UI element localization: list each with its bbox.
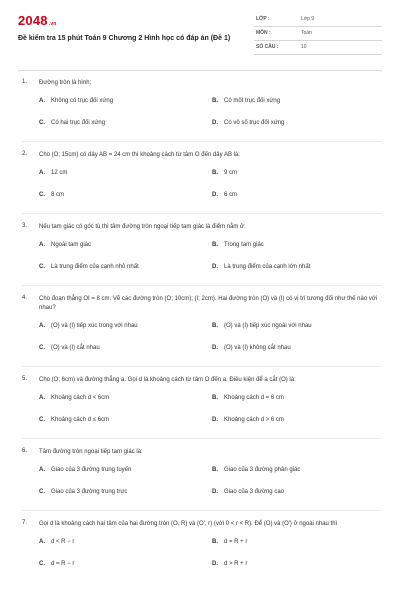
option-letter: C. [39,561,45,567]
option-text: d = R + r [224,539,248,545]
options-row [22,322,382,344]
options-row [22,191,382,213]
option-letter: D. [212,489,218,495]
options-row [22,97,382,119]
option-letter: B. [212,467,218,473]
answer-options [22,322,382,366]
page-title: Đề kiểm tra 15 phút Toán 9 Chương 2 Hình học có đáp án (Đề 1) [18,35,231,42]
option-text: 12 cm [51,170,68,176]
question-separator [22,438,382,439]
answer-option-c[interactable] [39,191,64,199]
option-text: Không có trục đối xứng [51,98,114,104]
answer-options [22,241,382,285]
options-row [22,466,382,488]
answer-option-d[interactable] [212,263,310,271]
question-7 [22,520,382,582]
option-text: (O) và (I) tiếp xúc trong với nhau [51,323,138,329]
options-row [22,241,382,263]
option-letter: D. [212,561,218,567]
option-letter: D. [212,264,218,270]
question-text: Gọi d là khoảng cách hai tâm của hai đường tròn (O, R) và (O', r) (với 0 < r < R). Để (O) và (O') ở ngoài nhau thì [39,521,338,527]
answer-options [22,169,382,213]
answer-option-a[interactable] [39,241,91,249]
answer-option-b[interactable] [212,322,312,330]
meta-row-subject [254,27,382,41]
meta-row-class [254,13,382,27]
meta-label: SỐ CÂU : [256,44,279,50]
option-text: Khoảng cách d < 6cm [51,395,110,401]
option-text: Trong tam giác [224,242,264,248]
answer-option-c[interactable] [39,119,105,127]
option-letter: B. [212,539,218,545]
options-row [22,560,382,582]
option-letter: A. [39,395,45,401]
question-separator [22,213,382,214]
answer-option-d[interactable] [212,560,247,568]
options-row [22,488,382,510]
option-letter: B. [212,323,218,329]
answer-options [22,97,382,141]
option-letter: B. [212,98,218,104]
option-letter: D. [212,417,218,423]
option-text: d = R − r [51,561,75,567]
options-row [22,538,382,560]
question-number: 4. [22,295,28,301]
option-text: d > R + r [224,561,248,567]
question-number: 5. [22,376,28,382]
question-text: Cho (O; 6cm) và đường thẳng a. Gọi d là khoảng cách từ tâm O đến a. Điều kiện để a cắt (O) là: [39,377,296,383]
option-letter: C. [39,345,45,351]
question-2 [22,151,382,213]
site-logo[interactable] [18,13,57,28]
answer-option-c[interactable] [39,560,74,568]
logo-tld: .vn [48,21,57,27]
option-text: 9 cm [224,170,238,176]
option-text: Ngoài tam giác [51,242,92,248]
question-text: Đường tròn là hình: [39,80,92,86]
meta-row-count [254,41,382,55]
answer-option-a[interactable] [39,466,131,474]
question-text: Nếu tam giác có góc tù thì tâm đường tròn ngoại tiếp tam giác là điểm nằm ở: [39,224,246,230]
question-separator [22,510,382,511]
question-number: 7. [22,520,28,526]
question-6 [22,448,382,510]
option-letter: D. [212,120,218,126]
option-text: Giao của 3 đường cao [224,489,284,495]
question-list [22,79,382,582]
option-text: 8 cm [51,192,65,198]
question-number: 1. [22,79,28,85]
option-letter: D. [212,345,218,351]
answer-option-d[interactable] [212,344,291,352]
option-letter: B. [212,242,218,248]
answer-option-a[interactable] [39,538,74,546]
options-row [22,263,382,285]
meta-label: LỚP : [256,16,270,22]
answer-option-b[interactable] [212,169,237,177]
option-text: Có hai trục đối xứng [51,120,106,126]
meta-value: Lớp 9 [301,16,315,22]
option-letter: A. [39,242,45,248]
option-text: Là trung điểm của cạnh lớn nhất [224,264,311,270]
option-letter: B. [212,395,218,401]
option-letter: C. [39,120,45,126]
answer-option-c[interactable] [39,416,109,424]
answer-option-b[interactable] [212,241,264,249]
exam-meta [254,13,382,55]
option-text: Giao của 3 đường trung tuyến [51,467,132,473]
question-text: Tâm đường tròn ngoại tiếp tam giác là: [39,449,143,455]
option-text: (O) và (I) tiếp xúc ngoài với nhau [224,323,312,329]
options-row [22,416,382,438]
option-text: Khoảng cách d ≤ 6cm [51,417,109,423]
header-divider [18,70,382,71]
question-separator [22,285,382,286]
question-5 [22,376,382,438]
answer-option-b[interactable] [212,97,280,105]
meta-value: Toán [301,30,312,36]
answer-option-a[interactable] [39,169,67,177]
answer-option-d[interactable] [212,416,284,424]
option-text: Khoảng cách d > 6 cm [224,417,284,423]
meta-label: MÔN : [256,30,271,36]
option-letter: A. [39,323,45,329]
option-letter: A. [39,170,45,176]
answer-option-d[interactable] [212,191,237,199]
question-4 [22,295,382,366]
answer-option-c[interactable] [39,488,127,496]
option-letter: A. [39,539,45,545]
question-number: 6. [22,448,28,454]
question-number: 2. [22,151,28,157]
option-letter: A. [39,98,45,104]
option-letter: D. [212,192,218,198]
option-text: Khoảng cách d = 6 cm [224,395,284,401]
option-text: Là trung điểm của cạnh nhỏ nhất [51,264,139,270]
options-row [22,119,382,141]
option-text: (O) và (I) không cắt nhau [224,345,291,351]
logo-main: 2048 [18,13,48,28]
answer-options [22,538,382,582]
answer-option-a[interactable] [39,322,138,330]
option-text: Giao của 3 đường trung trực [51,489,128,495]
option-text: Có vô số trục đối xứng [224,120,285,126]
answer-option-a[interactable] [39,394,109,402]
question-number: 3. [22,223,28,229]
option-letter: C. [39,192,45,198]
answer-option-d[interactable] [212,119,284,127]
option-letter: C. [39,264,45,270]
options-row [22,394,382,416]
answer-options [22,466,382,510]
question-text: Cho đoạn thẳng OI = 8 cm. Vẽ các đường tròn (O; 10cm); (I; 2cm). Hai đường tròn (O) và (I) có vị trí tương đối như thế nào với nhau? [39,296,378,311]
meta-value: 10 [301,44,307,50]
question-1 [22,79,382,141]
answer-option-a[interactable] [39,97,113,105]
question-3 [22,223,382,285]
option-letter: C. [39,417,45,423]
answer-option-d[interactable] [212,488,284,496]
option-text: (O) và (I) cắt nhau [51,345,100,351]
option-letter: A. [39,467,45,473]
answer-option-b[interactable] [212,394,284,402]
answer-option-b[interactable] [212,538,247,546]
options-row [22,344,382,366]
option-letter: B. [212,170,218,176]
option-text: 6 cm [224,192,238,198]
question-separator [22,366,382,367]
answer-options [22,394,382,438]
answer-option-c[interactable] [39,263,139,271]
option-text: Giao của 3 đường phân giác [224,467,301,473]
page-header [18,13,382,63]
options-row [22,169,382,191]
question-separator [22,141,382,142]
answer-option-b[interactable] [212,466,300,474]
question-text: Cho (O; 15cm) có dây AB = 24 cm thì khoảng cách từ tâm O đến dây AB là: [39,152,240,158]
answer-option-c[interactable] [39,344,100,352]
option-text: Có một trục đối xứng [224,98,281,104]
option-text: d < R − r [51,539,75,545]
option-letter: C. [39,489,45,495]
